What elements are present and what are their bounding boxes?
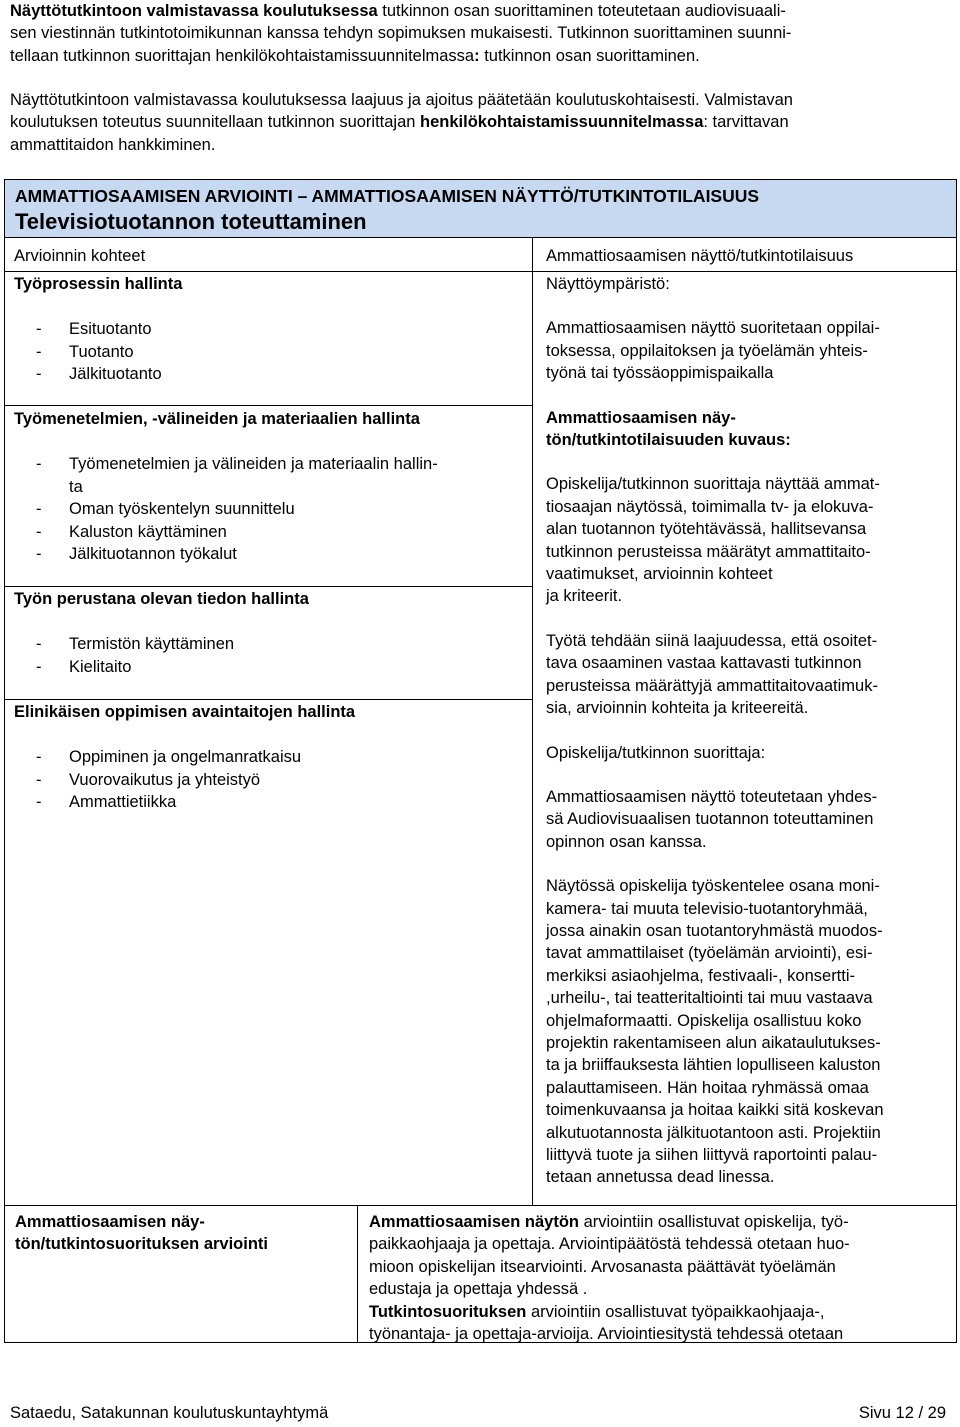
description-paragraph: Opiskelija/tutkinnon suorittaja:: [546, 743, 766, 762]
assessment-row: [4, 1205, 957, 1343]
intro-text: tutkinnon osan suorittaminen.: [479, 46, 700, 65]
left-column-heading: [14, 245, 145, 267]
description-paragraph: Työtä tehdään siinä laajuudessa, että osoitet- tava osaaminen vastaa kattavasti tutkinnon perusteissa määrättyjä ammattitaitovaatimuk- sia, arvioinnin kohteita ja kriteereitä.: [546, 631, 878, 718]
list-item: - Oman työskentelyn suunnittelu: [0, 498, 520, 520]
list-item: - Kielitaito: [0, 656, 524, 678]
section-title: Työmenetelmien, -välineiden ja materiaalien hallinta: [14, 410, 420, 428]
assessment-subtitle: Televisiotuotannon toteuttaminen: [15, 209, 367, 234]
description-paragraph: Opiskelija/tutkinnon suorittaja näyttää ammat- tiosaajan näytössä, toimimalla tv- ja elokuva- alan tuotannon työtehtävässä, hallitsevansa tutkinnon perusteissa määrätyt ammattitaito- vaatimukset, arvioinnin kohteet ja kriteerit.: [546, 475, 880, 606]
list-item: - Vuorovaikutus ja yhteistyö: [0, 769, 524, 791]
right-column-heading: [546, 245, 853, 267]
section-knowledge: [14, 588, 524, 678]
demonstration-details: [546, 273, 946, 1189]
assessment-title: AMMATTIOSAAMISEN ARVIOINTI – AMMATTIOSAAMISEN NÄYTTÖ/TUTKINTOTILAISUUS: [15, 186, 760, 206]
intro-text: tellaan tutkinnon suorittajan henkilökohtaistamissuunnitelmassa: [10, 46, 475, 65]
column-divider: [532, 238, 533, 1206]
intro-text: Näyttötutkintoon valmistavassa koulutuksessa laajuus ja ajoitus päätetään koulutuskohtaisesti. Valmistavan: [10, 91, 793, 109]
section-list: [0, 453, 520, 565]
description-paragraph: Näytössä opiskelija työskentelee osana moni- kamera- tai muuta televisio-tuotantoryhmää, jossa ainakin osan tuotantoryhmästä muodos- tavat ammattilaiset (työelämän arviointi), esi- merkiksi asiaohjelma, festivaali-, konsertti- ,urheilu-, tai teatteritaltiointi tai muu vastaava ohjelmaformaatti. Opiskelija osallistuu koko projektin rakentamiseen alun aikataulutukses- ta ja briiffauksesta lähtien lopulliseen kaluston palauttamiseen. Hän hoitaa ryhmässä omaa toimenkuvaansa ja hoitaa kaikki sitä koskevan alkutuotannosta jälkituotantoon asti. Projektiin liittyvä tuote ja siihen liittyvä raportointi palau- tetaan annetussa dead linessa.: [546, 877, 884, 1187]
left-column-heading-text: Arvioinnin kohteet: [14, 247, 146, 265]
intro-paragraph-1: [10, 0, 950, 67]
intro-text: tutkinnon osan suorittaminen toteutetaan audiovisuaali-: [377, 2, 786, 20]
list-item: - Ammattietiikka: [0, 791, 524, 813]
right-column-heading-text: Ammattiosaamisen näyttö/tutkintotilaisuus: [546, 247, 854, 265]
list-item: - Kaluston käyttäminen: [0, 521, 520, 543]
intro-bold: henkilökohtaistamissuunnitelmassa: [420, 113, 704, 132]
list-item: - Esituotanto: [0, 318, 524, 340]
list-item: - Termistön käyttäminen: [0, 633, 524, 655]
assessment-text: Ammattiosaamisen näytön arviointiin osallistuvat opiskelija, työ- paikkaohjaaja ja opettaja. Arviointipäätöstä tehdessä otetaan huo- mioon opiskelijan itsearviointi. Arvosanasta päättävät työelämän edustaja ja opettaja yhdessä . Tutkintosuorituksen arviointiin osallistuvat työpaikkaohjaaja-, työnantaja- ja opettaja-arvioija. Arviointiesitystä tehdessä otetaan: [369, 1213, 850, 1344]
intro-bold-lead: Näyttötutkintoon valmistavassa koulutuksessa: [10, 2, 378, 20]
intro-text: sen viestinnän tutkintotoimikunnan kanssa tehdyn sopimuksen mukaisesti. Tutkinnon suorittaminen suunni-: [10, 24, 792, 43]
section-list: [0, 746, 524, 813]
footer-organization: Sataedu, Satakunnan koulutuskuntayhtymä: [10, 1404, 329, 1422]
list-item: - Jälkituotannon työkalut: [0, 543, 520, 565]
intro-text: ammattitaidon hankkiminen.: [10, 135, 216, 154]
assessment-bold: Ammattiosaamisen näytön: [369, 1213, 579, 1231]
section-title: Elinikäisen oppimisen avaintaitojen hallinta: [14, 703, 356, 721]
section-title: Työprosessin hallinta: [14, 275, 183, 293]
section-list: [0, 318, 524, 385]
intro-paragraph-2: [10, 89, 950, 156]
section-work-process: [14, 273, 524, 386]
environment-title: Näyttöympäristö:: [546, 275, 670, 293]
list-item: - Jälkituotanto: [0, 363, 524, 385]
section-list: [0, 633, 524, 678]
section-lifelong-learning: [14, 701, 524, 814]
assessment-label: Ammattiosaamisen näy- tön/tutkintosuorituksen arviointi: [15, 1213, 269, 1254]
description-title: Ammattiosaamisen näy- tön/tutkintotilaisuuden kuvaus:: [546, 408, 791, 450]
list-item: - Oppiminen ja ongelmanratkaisu: [0, 746, 524, 768]
list-item: - Tuotanto: [0, 341, 524, 363]
assessment-bold: Tutkintosuorituksen: [369, 1302, 527, 1321]
section-methods-tools: [14, 408, 524, 565]
section-title: Työn perustana olevan tiedon hallinta: [14, 590, 309, 608]
environment-text: Ammattiosaamisen näyttö suoritetaan oppilai- toksessa, oppilaitoksen ja työelämän yhteis- työnä tai työssäoppimispaikalla: [546, 319, 880, 383]
page-number: Sivu 12 / 29: [858, 1404, 946, 1422]
column-divider: [357, 1205, 358, 1342]
intro-text: : tarvittavan: [703, 113, 789, 132]
row-divider: [4, 405, 532, 406]
assessment-header: [4, 179, 957, 238]
description-paragraph: Ammattiosaamisen näyttö toteutetaan yhdes- sä Audiovisuaalisen tuotannon toteuttaminen opinnon osan kanssa.: [546, 787, 878, 851]
list-item: - Työmenetelmien ja välineiden ja materiaalin hallin- ta: [0, 453, 520, 498]
intro-bold: :: [474, 46, 480, 65]
intro-text: koulutuksen toteutus suunnitellaan tutkinnon suorittajan: [10, 113, 421, 132]
